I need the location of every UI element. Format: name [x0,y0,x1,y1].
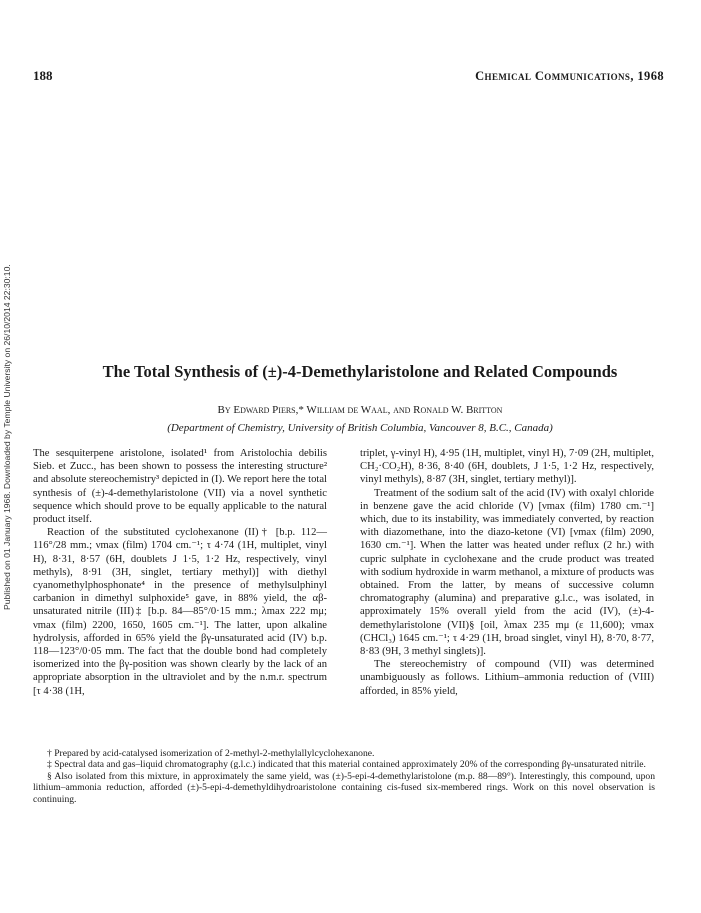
download-notice-text: Published on 01 January 1968. Downloaded by Temple University on 26/10/2014 22:30:10. [2,264,12,610]
journal-name: Chemical Communications, 1968 [475,69,664,83]
article-affiliation: (Department of Chemistry, University of British Columbia, Vancouver 8, B.C., Canada) [167,422,553,434]
paragraph: triplet, γ-vinyl H), 4·95 (1H, multiplet, vinyl H), 7·09 (2H, multiplet, CH₂·CO₂H), 8·36, 8·40 (6H, doublets, J 1·5, 1·2 Hz, respectively, vinyl methyls), 8·87 (3H, singlet, tertiary methyl)]. [360,448,654,486]
footnote: † Prepared by acid-catalysed isomerization of 2-methyl-2-methylallylcyclohexanone. [47,748,375,759]
page-number: 188 [33,68,53,83]
footnote: § Also isolated from this mixture, in approximately the same yield, was (±)-5-epi-4-demethylaristolone (m.p. 88—89°). Interestingly, this compound, upon lithium–ammonia reduction, afforded (±)-5-epi-4-demethyldihydroaristolone containing cis-fused six-membered rings. Work on this novel observation is continuing. [33,770,655,805]
download-notice [2,150,18,610]
footnotes [33,748,655,805]
paragraph: Treatment of the sodium salt of the acid (IV) with oxalyl chloride in benzene gave the acid chloride (V) [νmax (film) 1780 cm.⁻¹] which, due to its instability, was immediately converted, by reaction with diazomethane, into the diazo-ketone (VI) [νmax (film) 2090, 1630 cm.⁻¹]. When the latter was heated under reflux (2 hr.) with cupric sulphate in cyclohexane and the crude product was treated with sodium hydroxide in warm methanol, a mixture of products was obtained. From the latter, by means of successive column chromatography (alumina) and preparative g.l.c., was isolated, in approximately 15% overall yield from the acid (IV), (±)-4-demethylaristolone (VII)§ [oil, λmax 235 mμ (ε 11,600); νmax (CHCl₃) 1645 cm.⁻¹; τ 4·29 (1H, broad singlet, vinyl H), 8·70, 8·77, 8·83 (9H, 3 methyl singlets)]. [360,487,654,658]
article-authors: By Edward Piers,* William de Waal, and Ronald W. Britton [217,404,503,416]
paragraph: The stereochemistry of compound (VII) was determined unambiguously as follows. Lithium–ammonia reduction of (VIII) afforded, in 85% yield, [360,659,654,697]
footnote: ‡ Spectral data and gas–liquid chromatography (g.l.c.) indicated that this material contained approximately 20% of the corresponding βγ-unsaturated nitrile. [47,759,646,771]
paragraph: Reaction of the substituted cyclohexanone (II)† [b.p. 112—116°/28 mm.; νmax (film) 1704 cm.⁻¹; τ 4·74 (1H, multiplet, vinyl H), 8·31, 8·57 (6H, doublets J 1·5, 1·2 Hz, respectively, vinyl methyls), 8·91 (3H, singlet, tertiary methyl)] with diethyl cyanomethylphosphonate⁴ in the presence of methylsulphinyl carbanion in dimethyl sulphoxide⁵ gave, in 88% yield, the αβ-unsaturated nitrile (III)‡ [b.p. 84—85°/0·15 mm.; λmax 222 mμ; νmax (film) 2200, 1650, 1605 cm.⁻¹]. The latter, upon alkaline hydrolysis, afforded in 65% yield the βγ-unsaturated acid (IV) b.p. 118—123°/0·05 mm. The fact that the double bond had completely isomerized into the βγ-position was shown clearly by the lack of an appropriate absorption in the ultraviolet and by the n.m.r. spectrum [τ 4·38 (1H, [33,527,327,697]
right-column [360,447,654,698]
paragraph: The sesquiterpene aristolone, isolated¹ from Aristolochia debilis Sieb. et Zucc., has been shown to possess the interesting structure² and absolute stereochemistry³ depicted in (I). We report here the total synthesis of (±)-4-demethylaristolone (VII) via a novel synthetic sequence which should prove to be equally applicable to the natural product itself. [33,448,327,526]
article-title: The Total Synthesis of (±)-4-Demethylaristolone and Related Compounds [102,362,618,381]
left-column [33,447,327,698]
